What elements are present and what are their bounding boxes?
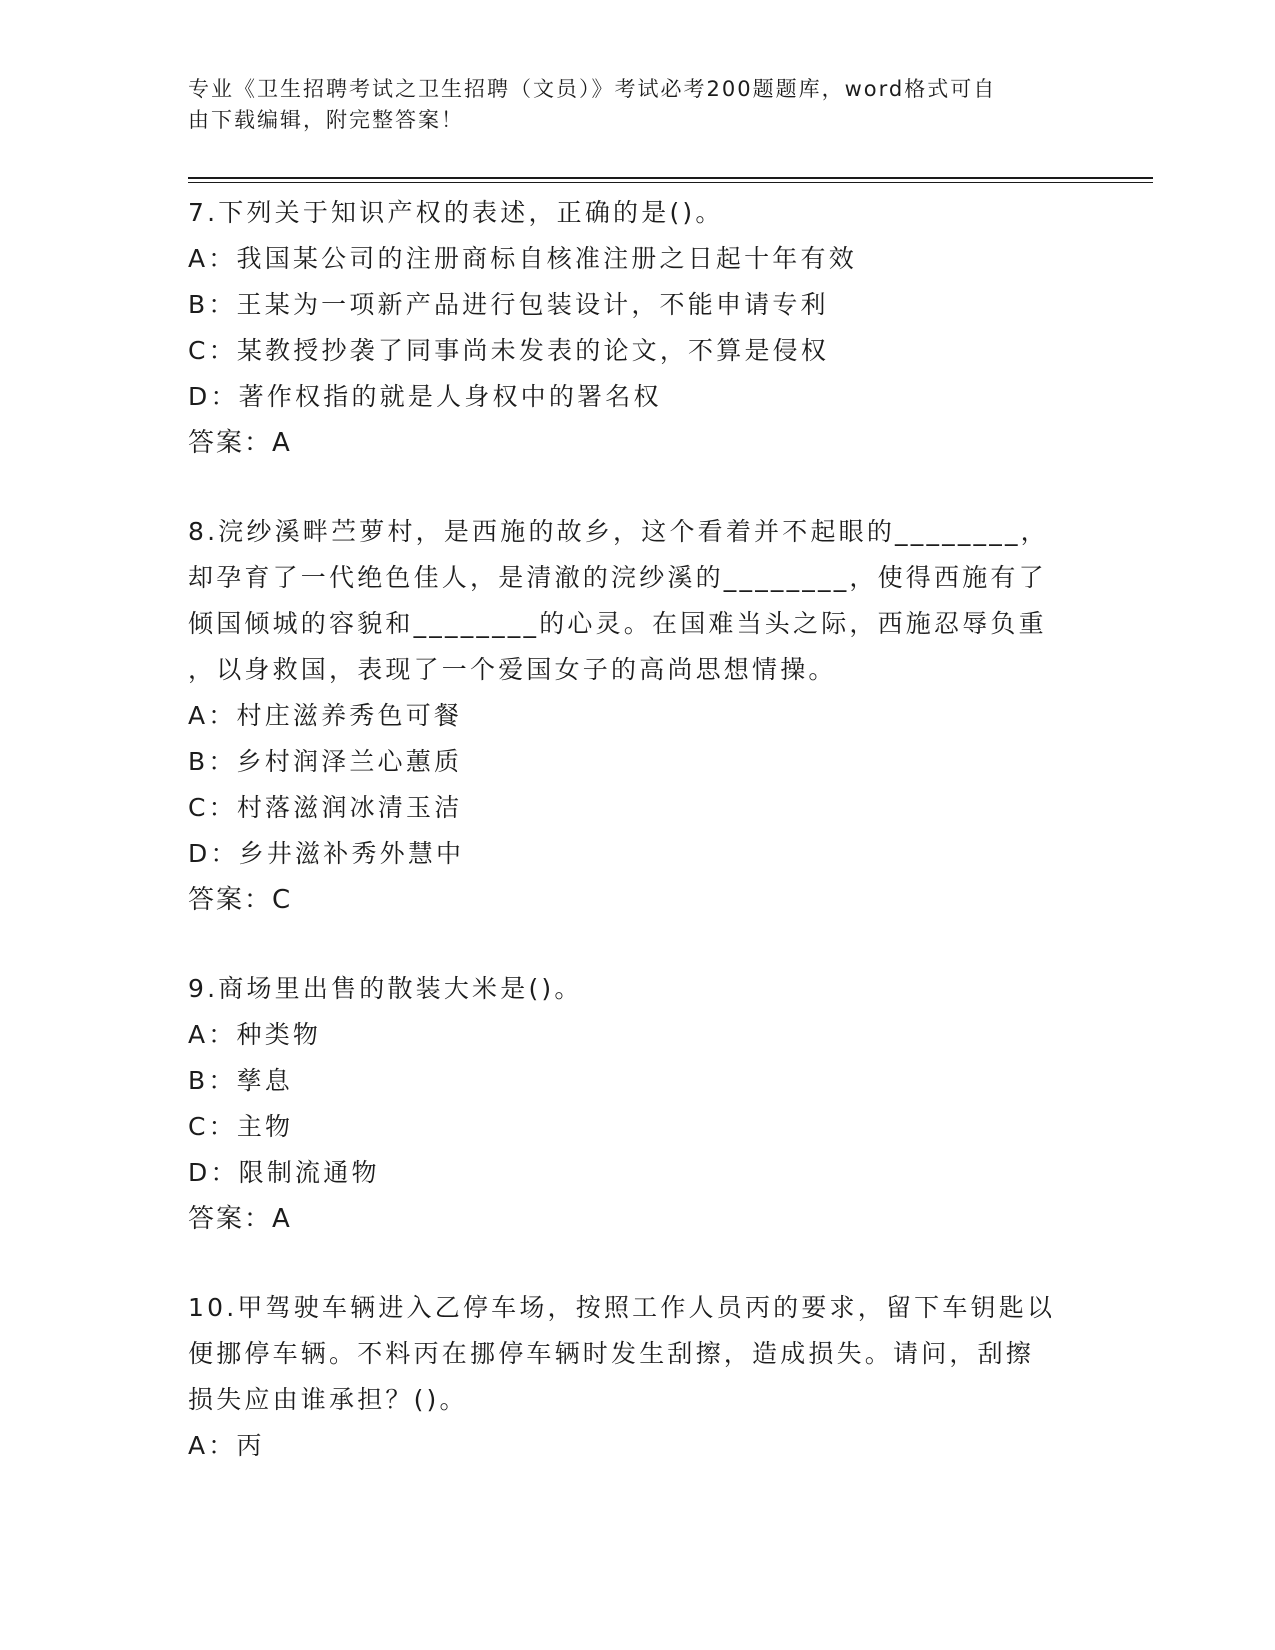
question-stem-line-3: 倾国倾城的容貌和________的心灵。在国难当头之际，西施忍辱负重 <box>188 609 1047 638</box>
option-a: A：我国某公司的注册商标自核准注册之日起十年有效 <box>188 244 857 273</box>
header-line-1: 专业《卫生招聘考试之卫生招聘（文员）》考试必考200题题库，word格式可自 <box>188 77 997 101</box>
question-stem-line-2: 便挪停车辆。不料丙在挪停车辆时发生刮擦，造成损失。请问，刮擦 <box>188 1339 1035 1368</box>
question-stem-line-1: 8.浣纱溪畔苎萝村，是西施的故乡，这个看着并不起眼的________， <box>188 517 1049 546</box>
option-a: A：村庄滋养秀色可餐 <box>188 701 463 730</box>
answer-line: 答案：A <box>188 1204 292 1234</box>
question-stem-line-4: ，以身救国，表现了一个爱国女子的高尚思想情操。 <box>188 655 837 684</box>
header-line-2: 由下载编辑，附完整答案！ <box>188 108 464 132</box>
answer-line: 答案：A <box>188 428 292 458</box>
question-stem-line-2: 却孕育了一代绝色佳人，是清澈的浣纱溪的________，使得西施有了 <box>188 563 1047 592</box>
option-b: B：乡村润泽兰心蕙质 <box>188 747 463 776</box>
option-b: B：王某为一项新产品进行包装设计，不能申请专利 <box>188 290 829 319</box>
question-9 <box>188 966 1088 1242</box>
question-stem-line-1: 10.甲驾驶车辆进入乙停车场，按照工作人员丙的要求，留下车钥匙以 <box>188 1293 1056 1322</box>
option-c: C：主物 <box>188 1112 294 1141</box>
question-7 <box>188 190 1088 466</box>
question-list <box>188 190 1088 1512</box>
header-rule-thick <box>188 177 1153 179</box>
header-rule-thin <box>188 182 1153 183</box>
option-d: D：著作权指的就是人身权中的署名权 <box>188 382 662 411</box>
option-a: A：丙 <box>188 1431 265 1460</box>
question-stem: 9.商场里出售的散装大米是()。 <box>188 974 583 1003</box>
option-b: B：孳息 <box>188 1066 293 1095</box>
document-header <box>188 74 1068 136</box>
answer-line: 答案：C <box>188 885 293 915</box>
question-stem-line-3: 损失应由谁承担？()。 <box>188 1385 468 1414</box>
question-10 <box>188 1285 1088 1469</box>
option-d: D：乡井滋补秀外慧中 <box>188 839 465 868</box>
option-a: A：种类物 <box>188 1020 322 1049</box>
option-c: C：某教授抄袭了同事尚未发表的论文，不算是侵权 <box>188 336 830 365</box>
option-d: D：限制流通物 <box>188 1158 380 1187</box>
question-8 <box>188 509 1088 923</box>
option-c: C：村落滋润冰清玉洁 <box>188 793 463 822</box>
question-stem: 7.下列关于知识产权的表述，正确的是()。 <box>188 198 724 227</box>
